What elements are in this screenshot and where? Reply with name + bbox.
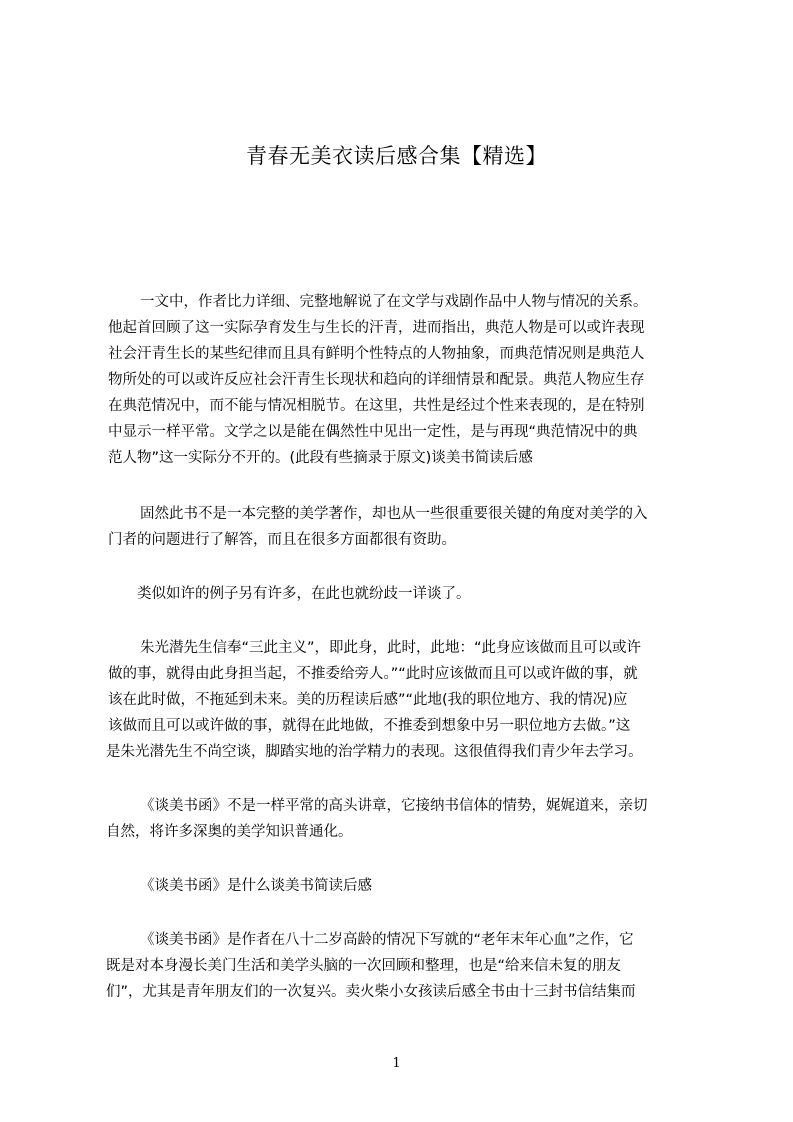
page-number: 1 (392, 1056, 401, 1071)
paragraph-4-line-2: 做的事，就得由此身担当起，不推委给旁人。”“此时应该做而且可以或许做的事，就 (108, 666, 638, 682)
paragraph-2-line-2: 门者的问题进行了解答，而且在很多方面都很有资助。 (108, 532, 456, 548)
paragraph-7-line-3: 们”，尤其是青年朋友们的一次复兴。卖火柴小女孩读后感全书由十三封书信结集而 (106, 984, 636, 1000)
paragraph-4-line-3: 该在此时做，不拖延到未来。美的历程读后感”“此地(我的职位地方、我的情况)应 (108, 692, 628, 708)
paragraph-5-line-1: 《谈美书函》不是一样平常的高头讲章，它接纳书信体的情势，娓娓道来，亲切 (140, 798, 648, 814)
paragraph-1-line-6: 中显示一样平常。文学之以是能在偶然性中见出一定性，是与再现“典范情况中的典 (108, 424, 638, 440)
paragraph-1-line-3: 社会汗青生长的某些纪律而且具有鲜明个性特点的人物抽象，而典范情况则是典范人 (108, 346, 645, 362)
paragraph-6-line-1: 《谈美书函》是什么谈美书简读后感 (140, 878, 372, 894)
paragraph-4-line-1: 朱光潜先生信奉“三此主义”，即此身，此时，此地：“此身应该做而且可以或许 (140, 640, 642, 656)
paragraph-1-line-1: 一文中，作者比力详细、完整地解说了在文学与戏剧作品中人物与情况的关系。 (140, 294, 648, 310)
document-title: 青春无美衣读后感合集【精选】 (246, 144, 547, 168)
paragraph-7-line-2: 既是对本身漫长美门生活和美学头脑的一次回顾和整理，也是“给来信未复的朋友 (106, 958, 622, 974)
paragraph-4-line-4: 该做而且可以或许做的事，就得在此地做，不推委到想象中另一职位地方去做。”这 (108, 718, 631, 734)
paragraph-1-line-5: 在典范情况中，而不能与情况相脱节。在这里，共性是经过个性来表现的，是在特别 (108, 398, 645, 414)
paragraph-2-line-1: 固然此书不是一本完整的美学著作，却也从一些很重要很关键的角度对美学的入 (140, 506, 648, 522)
paragraph-1-line-7: 范人物”这一实际分不开的。(此段有些摘录于原文)谈美书简读后感 (108, 450, 533, 466)
paragraph-1-line-4: 物所处的可以或许反应社会汗青生长现状和趋向的详细情景和配景。典范人物应生存 (108, 372, 645, 388)
paragraph-3-line-1: 类似如许的例子另有许多，在此也就纷歧一详谈了。 (137, 586, 471, 602)
paragraph-5-line-2: 自然，将许多深奥的美学知识普通化。 (106, 824, 353, 840)
paragraph-1-line-2: 他起首回顾了这一实际孕育发生与生长的汗青，进而指出，典范人物是可以或许表现 (108, 320, 645, 336)
paragraph-7-line-1: 《谈美书函》是作者在八十二岁高龄的情况下写就的“老年末年心血”之作，它 (140, 932, 634, 948)
paragraph-4-line-5: 是朱光潜先生不尚空谈，脚踏实地的治学精力的表现。这很值得我们青少年去学习。 (106, 744, 643, 760)
